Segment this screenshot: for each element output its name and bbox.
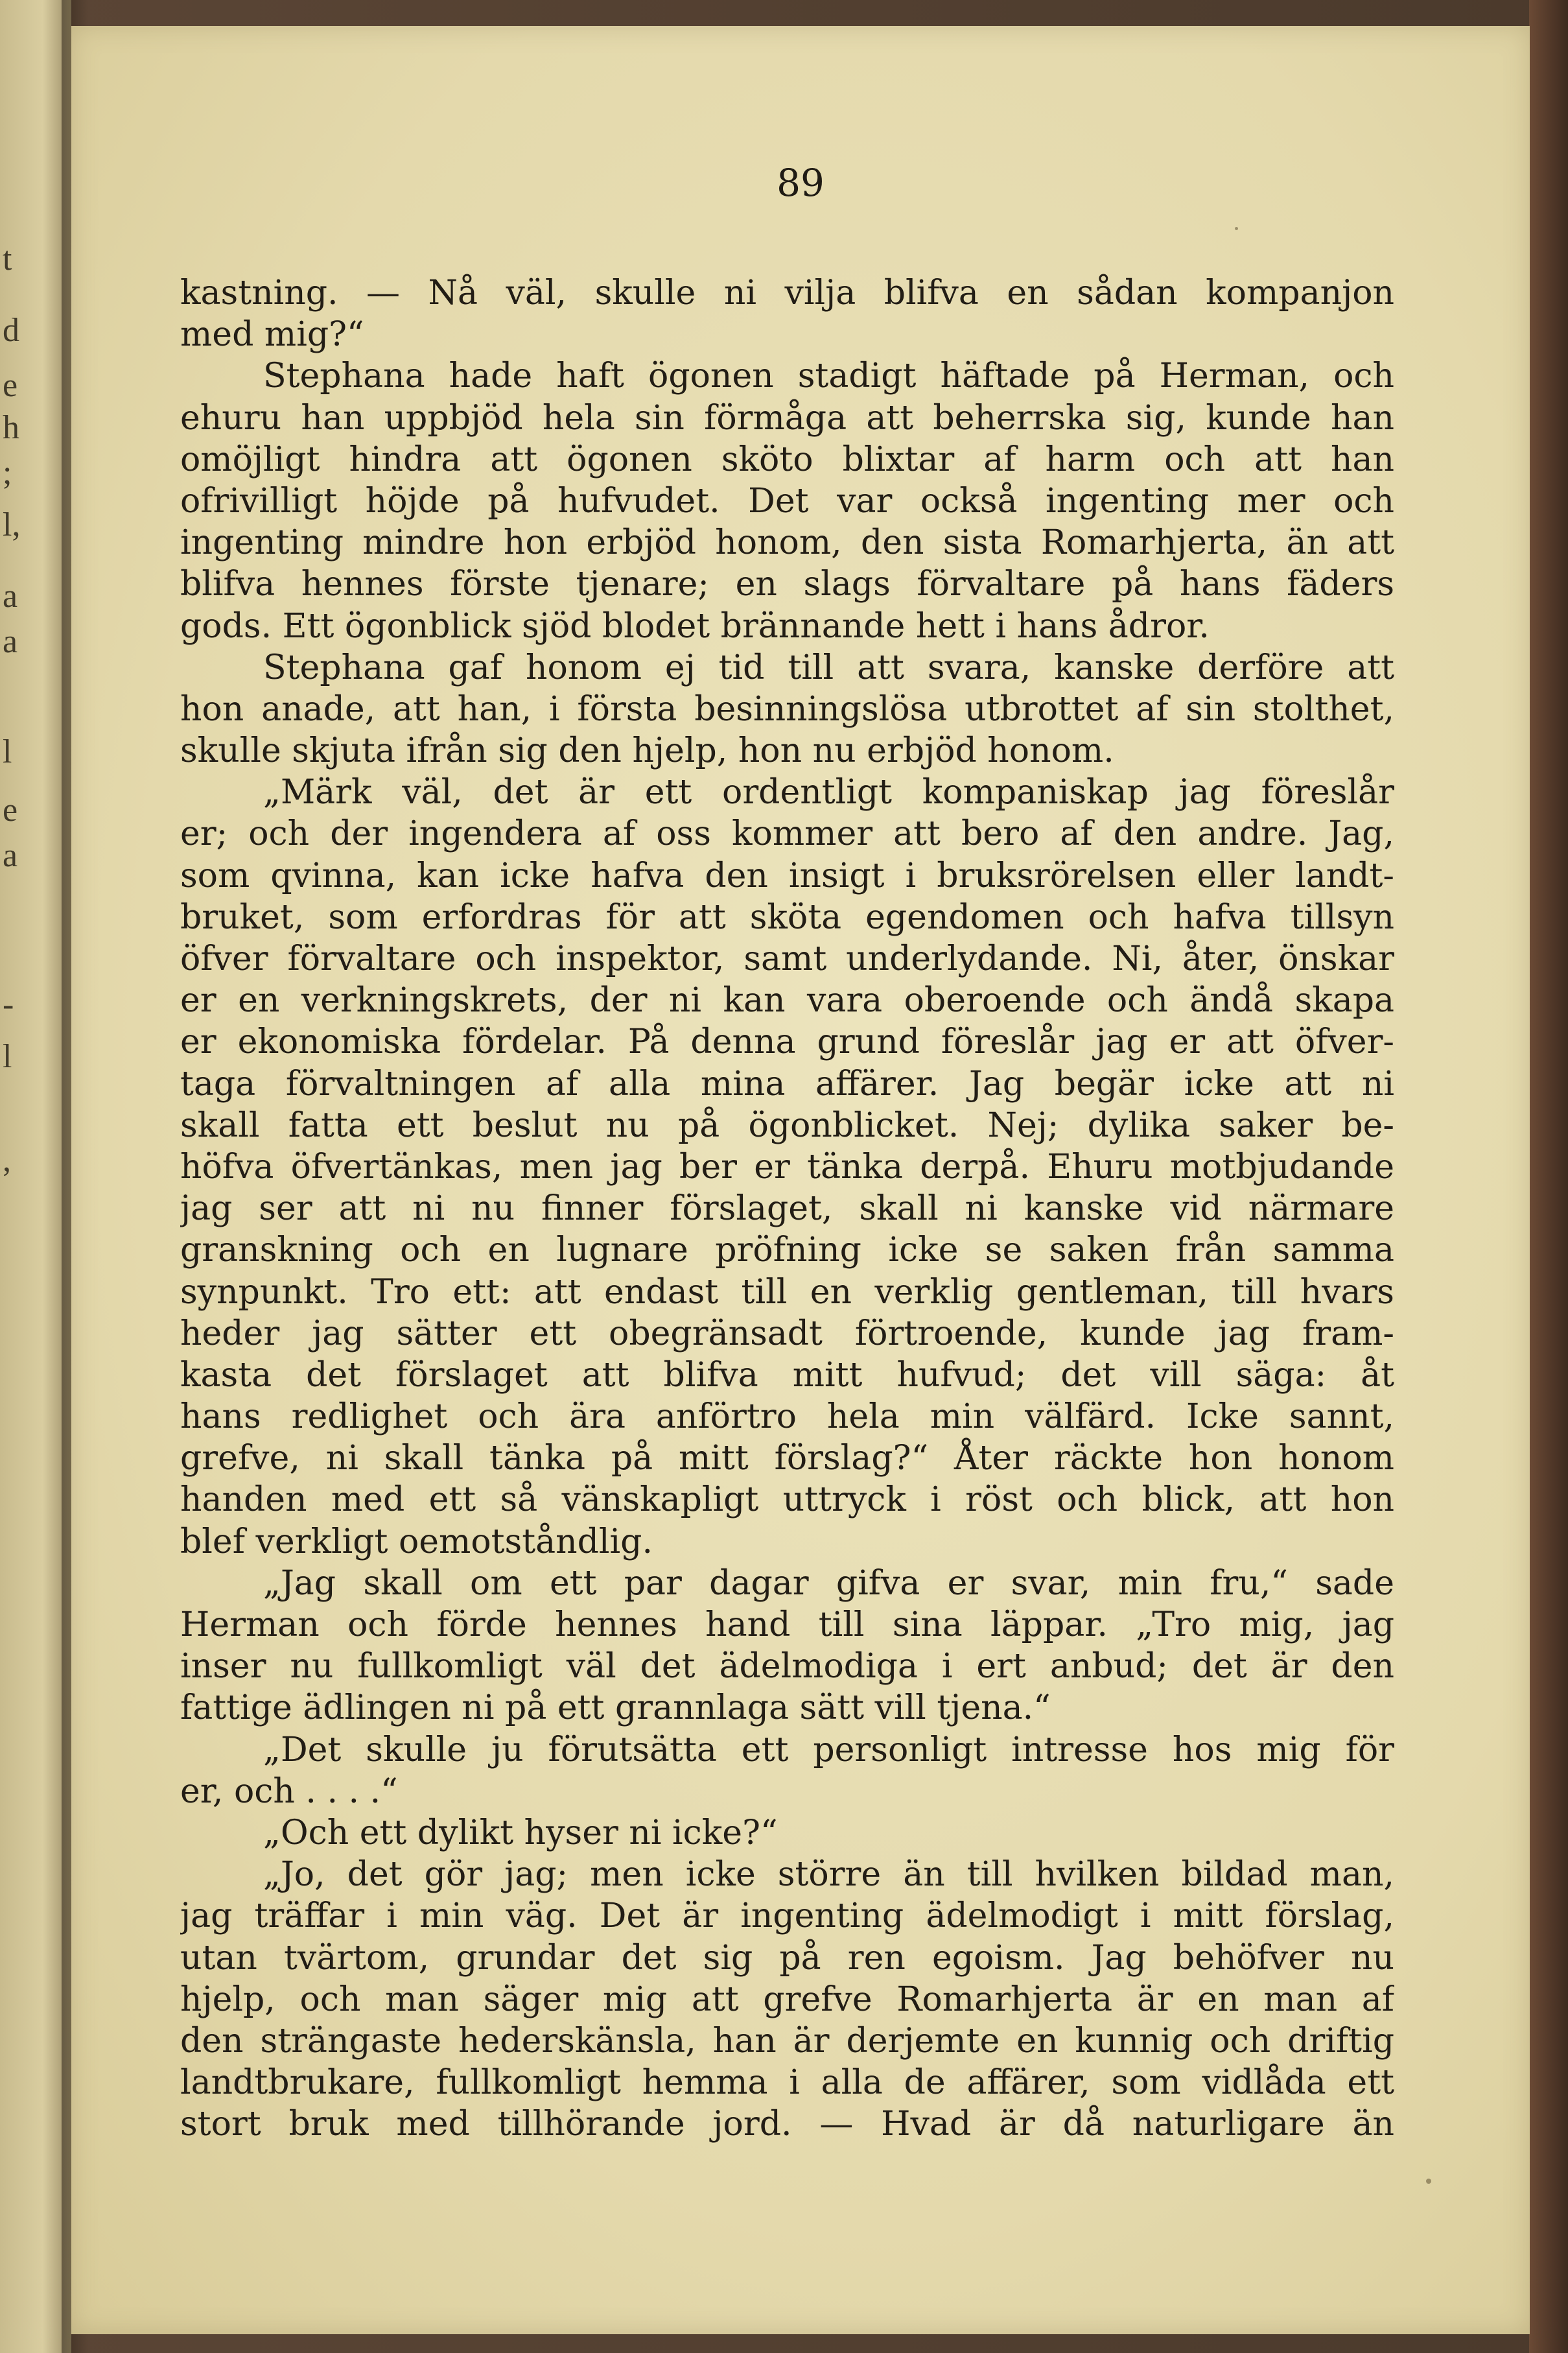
facing-page-char: a — [3, 578, 18, 615]
text-line: jag träffar i min väg. Det är ingenting ädelmodigt i mitt förslag, — [180, 1897, 1394, 1936]
facing-page-char: ; — [3, 455, 12, 491]
paper-spot — [1235, 227, 1238, 230]
text-line: synpunkt. Tro ett: att endast till en verklig gentleman, till hvars — [180, 1272, 1394, 1312]
text-line: ofrivilligt höjde på hufvudet. Det var också ingenting mer och — [180, 481, 1394, 521]
text-line: bruket, som erfordras för att sköta egendomen och hafva tillsyn — [180, 897, 1394, 937]
text-line: kasta det förslaget att blifva mitt hufvud; det vill säga: åt — [180, 1355, 1394, 1395]
text-line: Stephana hade haft ögonen stadigt häftade på Herman, och — [263, 357, 1394, 396]
text-line: jag ser att ni nu finner förslaget, skall ni kanske vid närmare — [180, 1189, 1394, 1229]
facing-page-char: e — [3, 792, 18, 829]
paper-spot — [1426, 2179, 1431, 2184]
text-line: gods. Ett ögonblick sjöd blodet brännande hett i hans ådror. — [180, 606, 1210, 646]
facing-page-char: a — [3, 623, 18, 660]
book-page — [71, 26, 1530, 2334]
text-line: handen med ett så vänskapligt uttryck i röst och blick, att hon — [180, 1480, 1394, 1520]
facing-page-char: l — [3, 733, 12, 770]
text-line: Herman och förde hennes hand till sina läppar. „Tro mig, jag — [180, 1605, 1394, 1644]
text-line: er; och der ingendera af oss kommer att bero af den andre. Jag, — [180, 814, 1394, 854]
text-line: kastning. — Nå väl, skulle ni vilja blifva en sådan kompanjon — [180, 274, 1394, 313]
text-line: omöjligt hindra att ögonen sköto blixtar af harm och att han — [180, 440, 1394, 479]
text-line: den strängaste hederskänsla, han är derjemte en kunnig och driftig — [180, 2021, 1394, 2061]
body-text — [180, 272, 1394, 2145]
text-line: „Jo, det gör jag; men icke större än till hvilken bildad man, — [263, 1855, 1394, 1895]
facing-page-char: l — [3, 1038, 12, 1075]
text-line: med mig?“ — [180, 315, 364, 355]
facing-page-char: e — [3, 367, 18, 404]
text-line: höfva öfvertänkas, men jag ber er tänka derpå. Ehuru motbjudande — [180, 1147, 1394, 1187]
text-line: utan tvärtom, grundar det sig på ren egoism. Jag behöfver nu — [180, 1938, 1394, 1978]
text-line: ingenting mindre hon erbjöd honom, den sista Romarhjerta, än att — [180, 523, 1394, 563]
text-line: grefve, ni skall tänka på mitt förslag?“ Åter räckte hon honom — [180, 1439, 1394, 1478]
text-line: stort bruk med tillhörande jord. — Hvad är då naturligare än — [180, 2105, 1394, 2144]
text-line: skall fatta ett beslut nu på ögonblicket. Nej; dylika saker be- — [180, 1106, 1394, 1145]
text-line: hjelp, och man säger mig att grefve Romarhjerta är en man af — [180, 1980, 1394, 2019]
text-line: fattige ädlingen ni på ett grannlaga sätt vill tjena.“ — [180, 1688, 1051, 1728]
text-line: „Och ett dylikt hyser ni icke?“ — [263, 1813, 778, 1852]
facing-page-char: t — [3, 241, 12, 278]
text-line: er en verkningskrets, der ni kan vara oberoende och ändå skapa — [180, 981, 1394, 1021]
page-number: 89 — [777, 161, 825, 205]
facing-page-char: d — [3, 312, 19, 349]
facing-page-char: - — [3, 986, 14, 1023]
text-line: „Jag skall om ett par dagar gifva er svar, min fru,“ sade — [263, 1563, 1394, 1603]
text-line: ehuru han uppbjöd hela sin förmåga att beherrska sig, kunde han — [180, 398, 1394, 438]
text-line: öfver förvaltare och inspektor, samt underlydande. Ni, åter, önskar — [180, 940, 1394, 978]
text-line: „Det skulle ju förutsätta ett personligt intresse hos mig för — [263, 1730, 1394, 1769]
text-line: granskning och en lugnare pröfning icke se saken från samma — [180, 1231, 1394, 1270]
text-line: Stephana gaf honom ej tid till att svara, kanske derföre att — [263, 648, 1394, 687]
book-cover-edge — [1529, 0, 1568, 2353]
facing-page-edge — [0, 0, 71, 2353]
text-line: er ekonomiska fördelar. På denna grund föreslår jag er att öfver- — [180, 1023, 1394, 1062]
text-line: landtbrukare, fullkomligt hemma i alla de affärer, som vidlåda ett — [180, 2063, 1394, 2103]
facing-page-char: h — [3, 409, 19, 446]
text-line: er, och . . . .“ — [180, 1771, 398, 1811]
facing-page-char: l, — [3, 506, 21, 543]
facing-page-char: , — [3, 1142, 11, 1179]
text-line: taga förvaltningen af alla mina affärer. Jag begär icke att ni — [180, 1064, 1394, 1104]
facing-page-char: a — [3, 837, 18, 874]
text-line: skulle skjuta ifrån sig den hjelp, hon nu erbjöd honom. — [180, 731, 1114, 771]
text-line: hans redlighet och ära anförtro hela min välfärd. Icke sannt, — [180, 1397, 1394, 1437]
text-line: heder jag sätter ett obegränsadt förtroende, kunde jag fram- — [180, 1314, 1394, 1353]
text-line: hon anade, att han, i första besinningslösa utbrottet af sin stolthet, — [180, 689, 1394, 729]
text-line: blifva hennes förste tjenare; en slags förvaltare på hans fäders — [180, 565, 1394, 604]
text-line: blef verkligt oemotståndlig. — [180, 1522, 653, 1561]
text-line: „Märk väl, det är ett ordentligt kompaniskap jag föreslår — [263, 773, 1394, 812]
text-line: inser nu fullkomligt väl det ädelmodiga i ert anbud; det är den — [180, 1647, 1394, 1686]
text-line: som qvinna, kan icke hafva den insigt i bruksrörelsen eller landt- — [180, 856, 1394, 895]
